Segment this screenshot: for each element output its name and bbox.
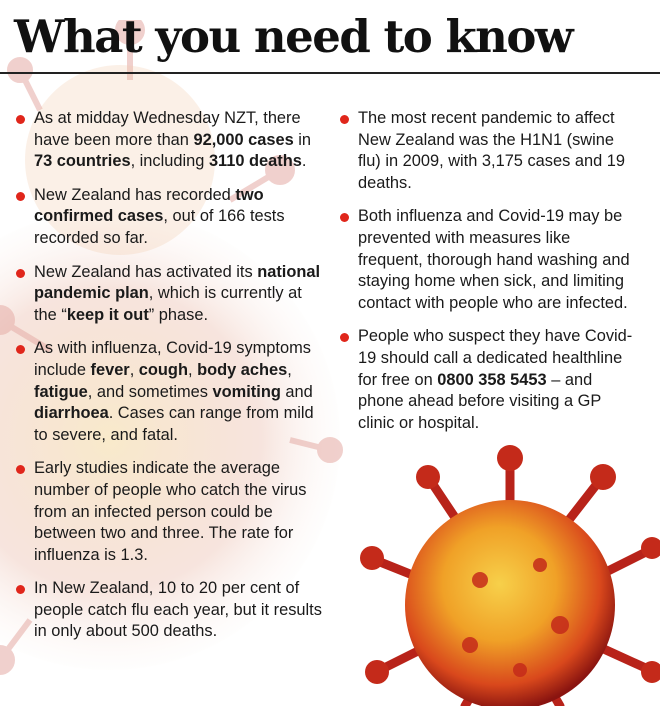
bold-text: vomiting — [212, 382, 281, 401]
bullet-item — [14, 262, 324, 327]
bullet-item — [14, 578, 324, 643]
bullet-dot-icon — [340, 333, 349, 342]
page-title: What you need to know — [14, 10, 573, 63]
bold-text: fatigue — [34, 382, 88, 401]
bold-text: 0800 358 5453 — [437, 370, 547, 389]
text: The most recent pandemic to affect New Zealand was the H1N1 (swine flu) in 2009, with 3,175 cases and 19 deaths. — [358, 109, 625, 192]
text: As at midday Wednesday NZT, there have been more than — [34, 109, 301, 149]
bold-text: body aches — [197, 360, 288, 379]
bullet-dot-icon — [340, 115, 349, 124]
bold-text: 3110 deaths — [208, 152, 302, 171]
text: As with influenza, Covid-19 symptoms include — [34, 339, 311, 379]
text: In New Zealand, 10 to 20 per cent of people catch flu each year, but it results in only about 500 deaths. — [34, 579, 322, 641]
text: and — [280, 382, 313, 401]
bullet-item — [14, 458, 324, 566]
text: – and phone ahead before visiting a GP clinic or hospital. — [358, 370, 602, 432]
bold-text: keep it out — [66, 305, 149, 324]
bullet-dot-icon — [340, 213, 349, 222]
text: , — [287, 360, 292, 379]
coronavirus-illustration — [360, 430, 660, 706]
bullet-item — [338, 206, 638, 314]
bullet-dot-icon — [16, 585, 25, 594]
text: People who suspect they have Covid-19 should call a dedicated healthline for free on — [358, 327, 633, 389]
bullet-item — [14, 108, 324, 173]
text: , which is currently at the “ — [34, 284, 302, 324]
text: , — [129, 360, 139, 379]
bullet-dot-icon — [16, 115, 25, 124]
bullet-dot-icon — [16, 269, 25, 278]
text: New Zealand has recorded — [34, 185, 236, 204]
bullet-item — [14, 185, 324, 250]
text: Both influenza and Covid-19 may be prevented with measures like frequent, thorough hand washing and staying home when sick, and limiting contact with people who are infected. — [358, 207, 630, 312]
text: ” phase. — [148, 305, 209, 324]
bullet-dot-icon — [16, 192, 25, 201]
text: , out of 166 tests recorded so far. — [34, 207, 285, 247]
bold-text: 92,000 cases — [193, 130, 294, 149]
text: New Zealand has activated its — [34, 262, 258, 281]
text: . — [301, 152, 307, 171]
title-divider — [0, 72, 660, 74]
bullet-item — [338, 108, 638, 194]
text: in — [293, 130, 312, 149]
text: , including — [130, 152, 209, 171]
text: , and sometimes — [87, 382, 213, 401]
bold-text: fever — [90, 360, 130, 379]
bold-text: cough — [138, 360, 188, 379]
bold-text: diarrhoea — [34, 404, 109, 423]
bold-text: 73 countries — [34, 152, 131, 171]
bold-text: two confirmed cases — [34, 185, 264, 226]
bullet-dot-icon — [16, 465, 25, 474]
text: . Cases can range from mild to severe, and fatal. — [34, 404, 314, 444]
left-column — [14, 108, 324, 655]
bold-text: national pandemic plan — [34, 262, 321, 303]
text: Early studies indicate the average number of people who catch the virus from an infected person could be between two and three. The rate for influenza is 1.3. — [34, 459, 307, 564]
bullet-item — [14, 338, 324, 446]
right-column — [338, 108, 638, 446]
bullet-item — [338, 326, 638, 434]
text: , — [187, 360, 198, 379]
bullet-dot-icon — [16, 345, 25, 354]
